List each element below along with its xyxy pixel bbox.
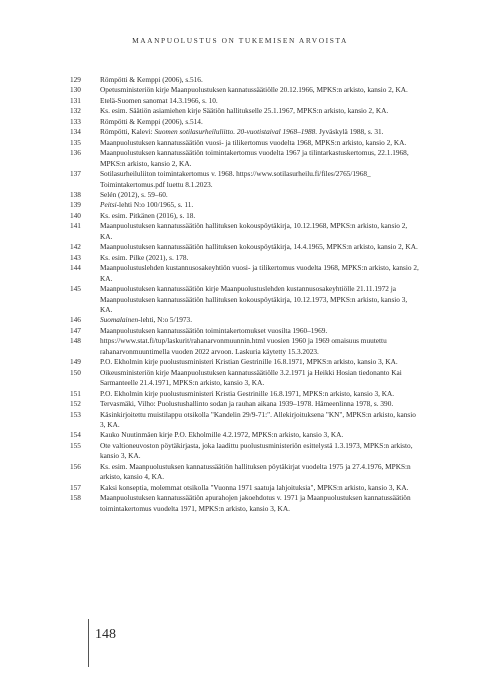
endnote-text: Ote valtioneuvoston pöytäkirjasta, joka laadittu puolustusministeriön esittelystä 1.3.1973, MPKS:n arkisto, kansio 3, KA. bbox=[100, 440, 413, 461]
endnote-italic-title: Suomen sotilasurheiluliitto. 20-vuotistaival 1968–1988. bbox=[154, 127, 318, 137]
endnote-text: Sotilasurheiluliiton toimintakertomus v. 1968. https://www.sotilasurheilu.fi/files/2765/1968_ Toimintakertomus.pdf luettu 8.1.2023. bbox=[100, 169, 371, 189]
running-header: MAANPUOLUSTUS ON TUKEMISEN ARVOISTA bbox=[132, 36, 348, 45]
endnote-number: 152 bbox=[70, 399, 81, 409]
endnote-text: Maanpuolustuslehden kustannusosakeyhtiön vuosi- ja tilikertomus vuodelta 1968, MPKS:n arkisto, kansio 2, KA. bbox=[100, 263, 419, 283]
endnote-138 bbox=[70, 190, 420, 200]
endnote-129 bbox=[70, 75, 420, 85]
endnote-153 bbox=[70, 410, 420, 431]
endnote-132 bbox=[70, 106, 420, 116]
endnote-text: P.O. Ekholmin kirje puolustusministeri Kristia Gestrinille 16.8.1971, MPKS:n arkisto, kansio 3, KA. bbox=[100, 388, 395, 398]
endnote-134 bbox=[70, 127, 420, 137]
endnote-text: Tervasmäki, Vilho: Puolustushallinto sodan ja rauhan aikana 1939–1978. Hämeenlinna 1978, s. 390. bbox=[100, 399, 394, 409]
endnote-155 bbox=[70, 441, 420, 462]
endnote-145 bbox=[70, 284, 420, 315]
endnote-text: Etelä-Suomen sanomat 14.3.1966, s. 10. bbox=[100, 95, 218, 105]
endnote-number: 132 bbox=[70, 106, 81, 116]
endnote-135 bbox=[70, 138, 420, 148]
endnote-number: 144 bbox=[70, 263, 81, 273]
endnote-140 bbox=[70, 211, 420, 221]
endnote-text: Maanpuolustuksen kannatussäätiön hallituksen kokouspöytäkirja, 10.12.1968, MPKS:n arkisto, kansio 2, KA. bbox=[100, 221, 408, 241]
endnote-number: 136 bbox=[70, 148, 81, 158]
endnote-144 bbox=[70, 263, 420, 284]
endnote-number: 133 bbox=[70, 116, 81, 126]
endnote-text: Opetusministeriön kirje Maanpuolustuksen kannatussäätiölle 20.12.1966, MPKS:n arkisto, kansio 2, KA. bbox=[100, 85, 408, 95]
endnote-text bbox=[100, 200, 420, 210]
endnote-156 bbox=[70, 462, 420, 483]
endnote-number: 156 bbox=[70, 461, 81, 471]
endnote-text: Ks. esim. Säätiön asiamiehen kirje Säätiön hallitukselle 25.1.1967, MPKS:n arkisto, kansio 2, KA. bbox=[100, 106, 389, 116]
endnote-text: Ks. esim. Maanpuolustuksen kannatussäätiön hallituksen pöytäkirjat vuodelta 1975 ja 27.4.1976, MPKS:n arkisto, kansio 4, KA. bbox=[100, 461, 411, 482]
endnote-text: Selén (2012), s. 59–60. bbox=[100, 189, 168, 199]
endnote-154 bbox=[70, 430, 420, 440]
endnote-text-tail: Jyväskylä 1988, s. 31. bbox=[317, 127, 384, 137]
endnote-number: 151 bbox=[70, 388, 81, 398]
endnote-number: 149 bbox=[70, 357, 81, 367]
endnote-137 bbox=[70, 169, 420, 190]
endnote-151 bbox=[70, 389, 420, 399]
endnote-text: P.O. Ekholmin kirje puolustusministeri Kristian Gestrinille 16.8.1971, MPKS:n arkisto, kansio 3, KA. bbox=[100, 357, 398, 367]
page-number: 148 bbox=[95, 627, 116, 642]
page-number-rule bbox=[88, 619, 89, 667]
endnote-157 bbox=[70, 483, 420, 493]
endnote-150 bbox=[70, 368, 420, 389]
endnote-text: Maanpuolustuksen kannatussäätiön hallituksen kokouspöytäkirja, 14.4.1965, MPKS:n arkisto, kansio 2, KA. bbox=[100, 242, 418, 252]
endnote-141 bbox=[70, 221, 420, 242]
endnote-148 bbox=[70, 336, 420, 357]
endnote-133 bbox=[70, 117, 420, 127]
endnote-number: 142 bbox=[70, 242, 81, 252]
endnote-number: 131 bbox=[70, 95, 81, 105]
endnote-number: 129 bbox=[70, 75, 81, 84]
endnote-number: 140 bbox=[70, 210, 81, 220]
endnote-152 bbox=[70, 399, 420, 409]
endnote-number: 138 bbox=[70, 189, 81, 199]
endnote-text: Ks. esim. Pilke (2021), s. 178. bbox=[100, 252, 189, 262]
endnote-number: 134 bbox=[70, 127, 81, 137]
endnote-149 bbox=[70, 357, 420, 367]
endnote-number: 153 bbox=[70, 409, 81, 419]
endnote-136 bbox=[70, 148, 420, 169]
endnote-text-tail: -lehti N:o 100/1965, s. 11. bbox=[116, 200, 194, 210]
endnote-text: https://www.stat.fi/tup/laskurit/rahanarvonmuunnin.html vuosien 1960 ja 1969 omaisuus muutettu rahanarvonmuuntimella vuoden 2022 arvoon. Laskuria käytetty 15.3.2023. bbox=[100, 336, 387, 356]
endnote-text: Römpötti & Kemppi (2006), s.516. bbox=[100, 75, 203, 84]
endnote-text: Maanpuolustuksen kannatussäätiön toimintakertomukset vuosilta 1960–1969. bbox=[100, 325, 328, 335]
endnote-text: Kauko Nuutinmäen kirje P.O. Ekholmille 4.2.1972, MPKS:n arkisto, kansio 3, KA. bbox=[100, 430, 344, 440]
endnote-number: 157 bbox=[70, 482, 81, 492]
endnote-number: 155 bbox=[70, 440, 81, 450]
endnote-text bbox=[100, 315, 420, 325]
endnote-number: 150 bbox=[70, 367, 81, 377]
endnote-143 bbox=[70, 253, 420, 263]
endnote-number: 148 bbox=[70, 336, 81, 346]
endnote-text: Maanpuolustuksen kannatussäätiön vuosi- ja tilikertomus vuodelta 1968, MPKS:n arkisto, kansio 2, KA. bbox=[100, 137, 407, 147]
endnote-text-tail: -lehti, N:o 5/1973. bbox=[138, 315, 193, 325]
endnote-number: 135 bbox=[70, 137, 81, 147]
endnote-text-lead: Römpötti, Kalevi: bbox=[100, 127, 155, 137]
endnote-number: 147 bbox=[70, 325, 81, 335]
endnotes-list bbox=[70, 75, 420, 514]
endnote-number: 154 bbox=[70, 430, 81, 440]
endnote-text: Maanpuolustuksen kannatussäätiön apurahojen jakoehdotus v. 1971 ja Maanpuolustuksen kannatussäätiön toimintakertomus vuodelta 1971, MPKS:n arkisto, kansio 3, KA. bbox=[100, 493, 411, 513]
endnote-number: 139 bbox=[70, 200, 81, 210]
endnote-130 bbox=[70, 85, 420, 95]
endnote-text: Kaksi konseptia, molemmat otsikolla "Vuonna 1971 saatuja lahjoituksia", MPKS:n arkisto, kansio 3, KA. bbox=[100, 482, 409, 492]
endnote-italic-title: Peitsi bbox=[100, 200, 117, 210]
endnote-text: Maanpuolustuksen kannatussäätiön kirje Maanpuolustuslehden kustannusosakeyhtiölle 21.11.1972 ja Maanpuolustuksen kannatussäätiön hallituksen kokouspöytäkirja, 10.12.1973, MPKS:n arkisto, kansio 3, KA. bbox=[100, 284, 408, 314]
endnote-text: Maanpuolustuksen kannatussäätiön toimintakertomus vuodelta 1967 ja tilintarkastuskertomus, 22.1.1968, MPKS:n arkisto, kansio 2, KA. bbox=[100, 148, 409, 168]
endnote-142 bbox=[70, 242, 420, 252]
endnote-146 bbox=[70, 315, 420, 325]
endnote-147 bbox=[70, 326, 420, 336]
endnote-number: 143 bbox=[70, 252, 81, 262]
endnote-number: 130 bbox=[70, 85, 81, 95]
endnote-text: Oikeusministeriön kirje Maanpuolustuksen kannatussäätiölle 3.2.1971 ja Heikki Hosian tiedonanto Kai Sarmanteelle 21.4.1971, MPKS:n arkisto, kansio 3, KA. bbox=[100, 367, 402, 388]
endnote-number: 141 bbox=[70, 221, 81, 231]
endnote-131 bbox=[70, 96, 420, 106]
endnote-italic-title: Suomalainen bbox=[100, 315, 139, 325]
endnote-number: 137 bbox=[70, 169, 81, 179]
endnote-text: Käsinkirjoitettu muistilappu otsikolla "Kandelin 29/9-71:". Allekirjoituksena "KN", MPKS:n arkisto, kansio 3, KA. bbox=[100, 409, 416, 429]
endnote-number: 158 bbox=[70, 493, 81, 503]
endnote-text: Ks. esim. Pitkänen (2016), s. 18. bbox=[100, 210, 196, 220]
endnote-158 bbox=[70, 493, 420, 514]
endnote-number: 146 bbox=[70, 315, 81, 325]
endnote-number: 145 bbox=[70, 284, 81, 294]
endnote-text bbox=[100, 127, 420, 137]
endnote-text: Römpötti & Kemppi (2006), s.514. bbox=[100, 116, 203, 126]
endnote-139 bbox=[70, 200, 420, 210]
